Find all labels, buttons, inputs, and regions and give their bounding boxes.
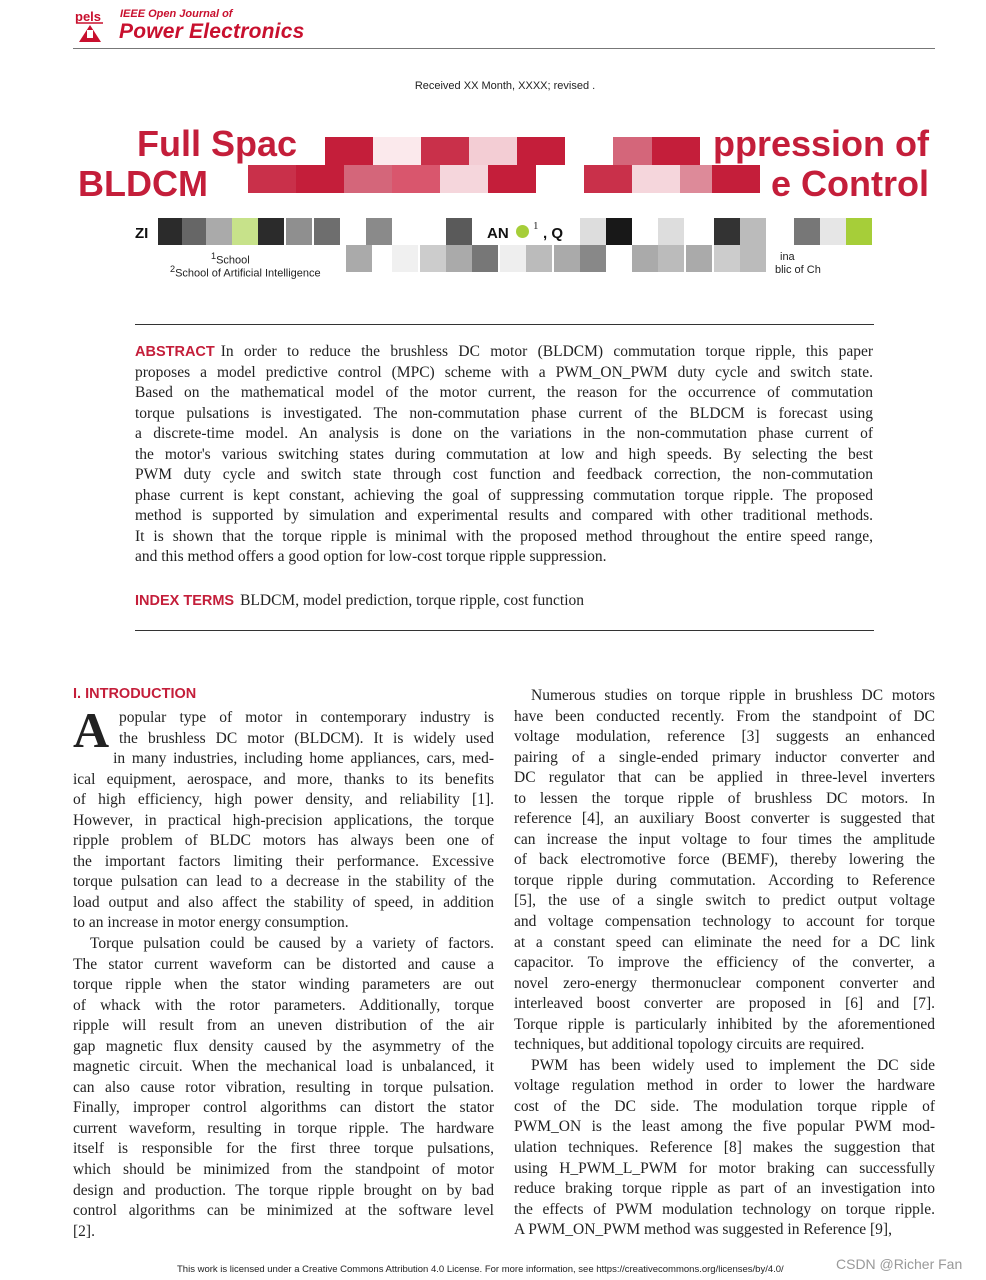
mosaic-block (658, 245, 684, 272)
mosaic-block (344, 165, 392, 193)
text-line: techniques, but additional topology circuits are required. (514, 1036, 865, 1054)
mosaic-block (632, 165, 680, 193)
section-heading: I. INTRODUCTION (73, 686, 197, 702)
text-line: It is shown that the torque ripple is minimal with the proposed method throughout the entire speed range, (135, 527, 873, 545)
mosaic-block (392, 245, 418, 272)
mosaic-block (248, 165, 296, 193)
watermark: CSDN @Richer Fan (836, 1256, 963, 1272)
text-line: load output and also affect the stability of speed, in addition (73, 893, 494, 911)
mosaic-block (606, 218, 632, 245)
text-line: voltage regulation method in order to lower the hardware (514, 1077, 935, 1095)
text-line: a discrete-time model. An analysis is done on the variations in the non-commutation phase current of (135, 425, 873, 443)
text-line: magnetic circuit. When the mechanical load is unbalanced, it (73, 1058, 494, 1076)
text-line: Torque pulsation could be caused by a variety of factors. (90, 935, 494, 953)
mosaic-block (420, 245, 446, 272)
mosaic-block (740, 245, 766, 272)
text-line: ical equipment, aerospace, and more, thanks to its benefits (73, 770, 494, 788)
abstract-bottom-rule (135, 630, 874, 631)
mosaic-block (258, 218, 284, 245)
mosaic-block (526, 245, 552, 272)
mosaic-block (182, 218, 208, 245)
mosaic-block (446, 218, 472, 245)
authors-middle: AN (487, 225, 509, 242)
mosaic-block (632, 245, 658, 272)
text-line: torque pulsation can lead to a decrease in the stability of the (73, 873, 494, 891)
index-terms (135, 592, 584, 610)
text-line: reference [4], an auxiliary Boost converter is suggested that (514, 810, 935, 828)
abstract-first-line-text: In order to reduce the brushless DC motor (BLDCM) commutation torque ripple, this paper (220, 343, 873, 360)
aff-sup: 2 (170, 264, 176, 274)
text-line: have been conducted recently. From the standpoint of DC (514, 707, 935, 725)
text-line: PWM_ON is the least among the five popular PWM mod- (514, 1118, 935, 1136)
authors-end: , Q (543, 225, 564, 242)
mosaic-block (366, 218, 392, 245)
text-line: proposes a model predictive control (MPC) scheme with a PWM_ON_PWM duty cycle and switch state. (135, 363, 873, 381)
text-line: The stator current waveform can be distorted and cause a (73, 955, 494, 973)
mosaic-block (536, 165, 584, 193)
affiliation-1-end: ina (780, 251, 795, 263)
mosaic-block (472, 245, 498, 272)
mosaic-block (373, 137, 421, 165)
mosaic-block (554, 245, 580, 272)
mosaic-block (652, 137, 700, 165)
text-line: [2]. (73, 1222, 95, 1240)
text-line: using H_PWM_L_PWM for motor braking can successfully (514, 1159, 935, 1177)
text-line: torque ripple when the stator winding parameters are out (73, 976, 494, 994)
text-line: of whack with the rotor parameters. Additionally, torque (73, 996, 494, 1014)
text-line: which should be minimized from the standpoint of motor (73, 1161, 494, 1179)
mosaic-block (794, 218, 820, 245)
text-line: and this method offers a good option for low-cost torque ripple suppression. (135, 548, 607, 566)
orcid-icon[interactable] (516, 225, 529, 238)
text-line: voltage modulation, reference [3] suggests an enhanced (514, 728, 935, 746)
abstract (135, 342, 873, 568)
text-line: Based on the mathematical model of the motor current, the reason for the occurrence of commutation (135, 384, 873, 402)
text-line: interleaved boost converter are proposed in [6] and [7]. (514, 995, 935, 1013)
text-line (135, 342, 873, 363)
text-line: ripple problem of BLDC motors has always been one of (73, 832, 494, 850)
journal-subtitle: IEEE Open Journal of (120, 8, 233, 20)
text-line: torque pulsations is investigated. The non-commutation phase current of the BLDCM is forecast using (135, 404, 873, 422)
license-footer: This work is licensed under a Creative Commons Attribution 4.0 License. For more information, see https://creativecommons.org/licenses/by/4.0/ (177, 1264, 784, 1275)
text-line: PWM duty cycle and switch state through cost function and feedback correction, the non-commutation (135, 466, 873, 484)
mosaic-block (820, 218, 846, 245)
mosaic-block (517, 137, 565, 165)
mosaic-block (314, 218, 340, 245)
title-line1-start: Full Spac (137, 123, 298, 164)
text-line: current waveform, resulting in torque ripple. The hardware (73, 1119, 494, 1137)
mosaic-block (296, 165, 344, 193)
text-line: itself is responsible for the first three torque pulsations, (73, 1140, 494, 1158)
mosaic-block (580, 218, 606, 245)
mosaic-block (500, 245, 526, 272)
text-line: capacitor. To improve the efficiency of the converter, a (514, 954, 935, 972)
text-line: method is supported by simulation and experimental results and compared with other traditional methods. (135, 507, 873, 525)
mosaic-block (580, 245, 606, 272)
received-line: Received XX Month, XXXX; revised . (414, 80, 596, 92)
text-line: torque ripple during commutation. According to Reference (514, 871, 935, 889)
drop-cap: A (73, 702, 110, 758)
text-line: popular type of motor in contemporary industry is (119, 709, 494, 726)
text-line: control algorithms can be minimized at the software level (73, 1202, 494, 1220)
text-line: reduce braking torque ripple as part of an investigation into (514, 1180, 935, 1198)
text-line: at a constant speed can eliminate the need for a DC link (514, 933, 935, 951)
mosaic-block (346, 245, 372, 272)
text-line: can increase the input voltage to four times the amplitude (514, 830, 935, 848)
mosaic-block (325, 137, 373, 165)
index-terms-text: BLDCM, model prediction, torque ripple, cost function (240, 592, 585, 609)
right-column (514, 686, 935, 1241)
text-line: PWM has been widely used to implement the DC side (531, 1056, 935, 1074)
text-line: of high efficiency, high power density, and reliability [1]. (73, 791, 494, 809)
mosaic-block (392, 165, 440, 193)
text-line: gap magnetic flux density caused by the asymmetry of the (73, 1037, 494, 1055)
text-line: novel zero-energy thermonuclear component converter and (514, 974, 935, 992)
title-line2-start: BLDCM (78, 163, 208, 204)
mosaic-block (712, 165, 760, 193)
title-line1-end: ppression of (712, 123, 929, 164)
mosaic-block (421, 137, 469, 165)
text-line: pairing of a single-ended primary inductor converter and (514, 748, 935, 766)
mosaic-block (440, 165, 488, 193)
abstract-top-rule (135, 324, 874, 325)
text-line: the brushless DC motor (BLDCM). It is widely used (119, 729, 494, 747)
text-line: Torque ripple is particularly inhibited by the aforementioned (514, 1015, 935, 1033)
authors-start: ZI (135, 225, 149, 242)
aff-text: School of Artificial Intelligence (175, 267, 321, 280)
mosaic-block (206, 218, 232, 245)
mosaic-block (658, 218, 684, 245)
title-line2-end: e Control (771, 163, 929, 204)
mosaic-block (488, 165, 536, 193)
mosaic-block (286, 218, 312, 245)
header-rule (73, 48, 935, 49)
svg-text:pels: pels (75, 9, 102, 24)
mosaic-block (714, 245, 740, 272)
text-line: the motor's various switching states during commutation at low and high speeds. By selecting the best (135, 445, 873, 463)
text-line: to an increase in motor energy consumption. (73, 914, 349, 932)
mosaic-block (584, 165, 632, 193)
text-line: design and production. The torque ripple brought on by bad (73, 1181, 494, 1199)
text-line: DC regulator that can be applied in three-level inverters (514, 769, 935, 787)
mosaic-block (446, 245, 472, 272)
text-line: to lessen the torque ripple of brushless DC motors. In (514, 789, 935, 807)
mosaic-block (232, 218, 258, 245)
author-sup: 1 (533, 220, 539, 232)
index-terms-label: INDEX TERMS (135, 593, 235, 609)
text-line: the effects of PWM modulation technology on torque ripple. (514, 1200, 935, 1218)
text-line: cost of the DC side. The modulation torque ripple of (514, 1097, 935, 1115)
text-line: of back electromotive force (BEMF), thereby lowering the (514, 851, 935, 869)
text-line: A PWM_ON_PWM method was suggested in Reference [9], (514, 1221, 892, 1239)
text-line: and voltage compensation technology to account for torque (514, 913, 935, 931)
text-line: However, in practical high-precision applications, the torque (73, 811, 494, 829)
mosaic-block (565, 137, 613, 165)
journal-title: Power Electronics (119, 20, 305, 43)
aff-sup: 1 (211, 251, 217, 261)
aff-text: School (216, 254, 250, 267)
text-line: in many industries, including home appliances, cars, med- (113, 750, 494, 768)
text-line: Finally, improper control algorithms can distort the stator (73, 1099, 494, 1117)
mosaic-block (686, 245, 712, 272)
abstract-label: ABSTRACT (135, 344, 215, 360)
affiliation-2 (170, 264, 321, 280)
text-line: ripple will result from an uneven distribution of the air (73, 1017, 494, 1035)
text-line: phase current is kept constant, achieving the goal of suppressing commutation torque ripple. The proposed (135, 486, 873, 504)
text-line: [5], the use of a single switch to predict output voltage (514, 892, 935, 910)
mosaic-block (469, 137, 517, 165)
text-line: ulation techniques. Reference [8] makes the suggestion that (514, 1139, 935, 1157)
pels-logo (75, 8, 105, 44)
mosaic-block (714, 218, 740, 245)
left-column (73, 686, 494, 1242)
affiliation-2-end: blic of Ch (775, 264, 821, 276)
mosaic-block (740, 218, 766, 245)
mosaic-block (846, 218, 872, 245)
mosaic-block (158, 218, 184, 245)
text-line: the important factors limiting their performance. Excessive (73, 852, 494, 870)
text-line: Numerous studies on torque ripple in brushless DC motors (531, 687, 935, 704)
text-line: can also cause rotor vibration, resulting in torque pulsation. (73, 1078, 494, 1096)
